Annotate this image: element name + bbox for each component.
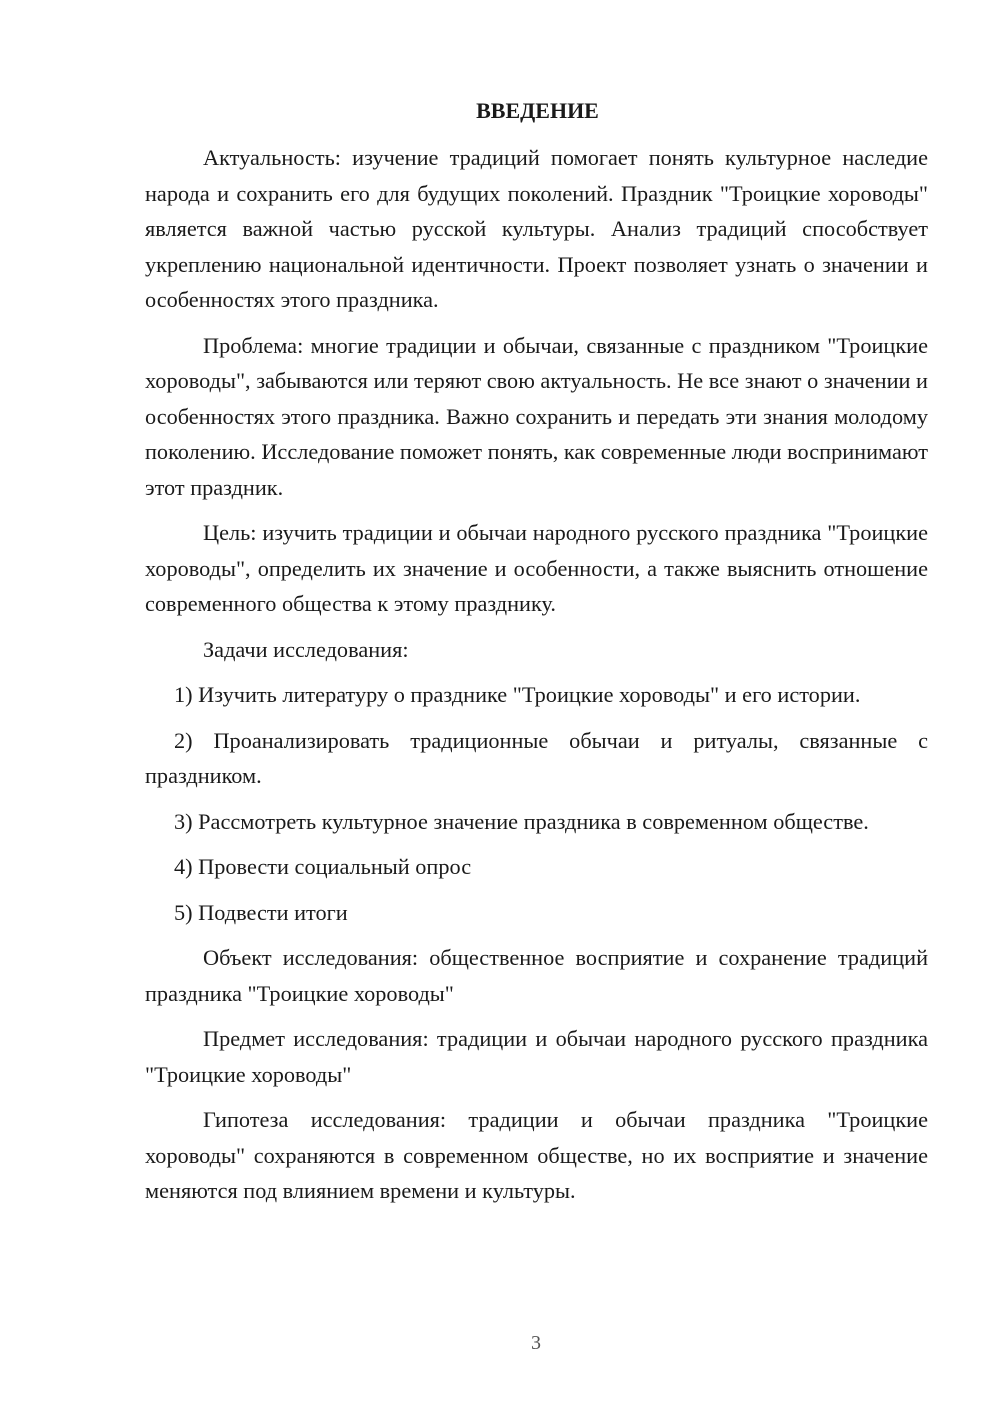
paragraph-relevance: Актуальность: изучение традиций помогает понять культурное наследие народа и сохранить его для будущих поколений. Праздник "Троицкие хороводы" является важной частью русской культуры. Анализ традиций способствует укреплению национальной идентичности. Проект позволяет узнать о значении и особенностях этого праздника. xyxy=(145,145,928,312)
task-item-2: 2) Проанализировать традиционные обычаи и ритуалы, связанные с праздником. xyxy=(145,727,928,788)
paragraph-problem: Проблема: многие традиции и обычаи, связанные с праздником "Троицкие хороводы", забываются или теряют свою актуальность. Не все знают о значении и особенностях этого праздника. Важно сохранить и передать эти знания молодому поколению. Исследование поможет понять, как современные люди воспринимают этот праздник. xyxy=(145,332,928,500)
paragraph-goal: Цель: изучить традиции и обычаи народного русского праздника "Троицкие хороводы", определить их значение и особенности, а также выяснить отношение современного общества к этому празднику. xyxy=(145,520,928,616)
task-item-1: 1) Изучить литературу о празднике "Троицкие хороводы" и его истории. xyxy=(174,682,861,707)
paragraph-object: Объект исследования: общественное восприятие и сохранение традиций праздника "Троицкие хороводы" xyxy=(145,945,928,1006)
document-body xyxy=(145,96,928,1209)
task-item-5: 5) Подвести итоги xyxy=(174,899,348,925)
task-item-4: 4) Провести социальный опрос xyxy=(174,854,472,879)
page-title: ВВЕДЕНИЕ xyxy=(476,98,599,123)
page-number: 3 xyxy=(531,1332,541,1354)
paragraph-subject: Предмет исследования: традиции и обычаи народного русского праздника "Троицкие хороводы" xyxy=(145,1026,928,1087)
paragraph-hypothesis: Гипотеза исследования: традиции и обычаи праздника "Троицкие хороводы" сохраняются в современном обществе, но их восприятие и значение меняются под влиянием времени и культуры. xyxy=(145,1107,928,1203)
paragraph-tasks-heading: Задачи исследования: xyxy=(203,636,409,662)
task-item-3: 3) Рассмотреть культурное значение праздника в современном обществе. xyxy=(174,808,869,834)
